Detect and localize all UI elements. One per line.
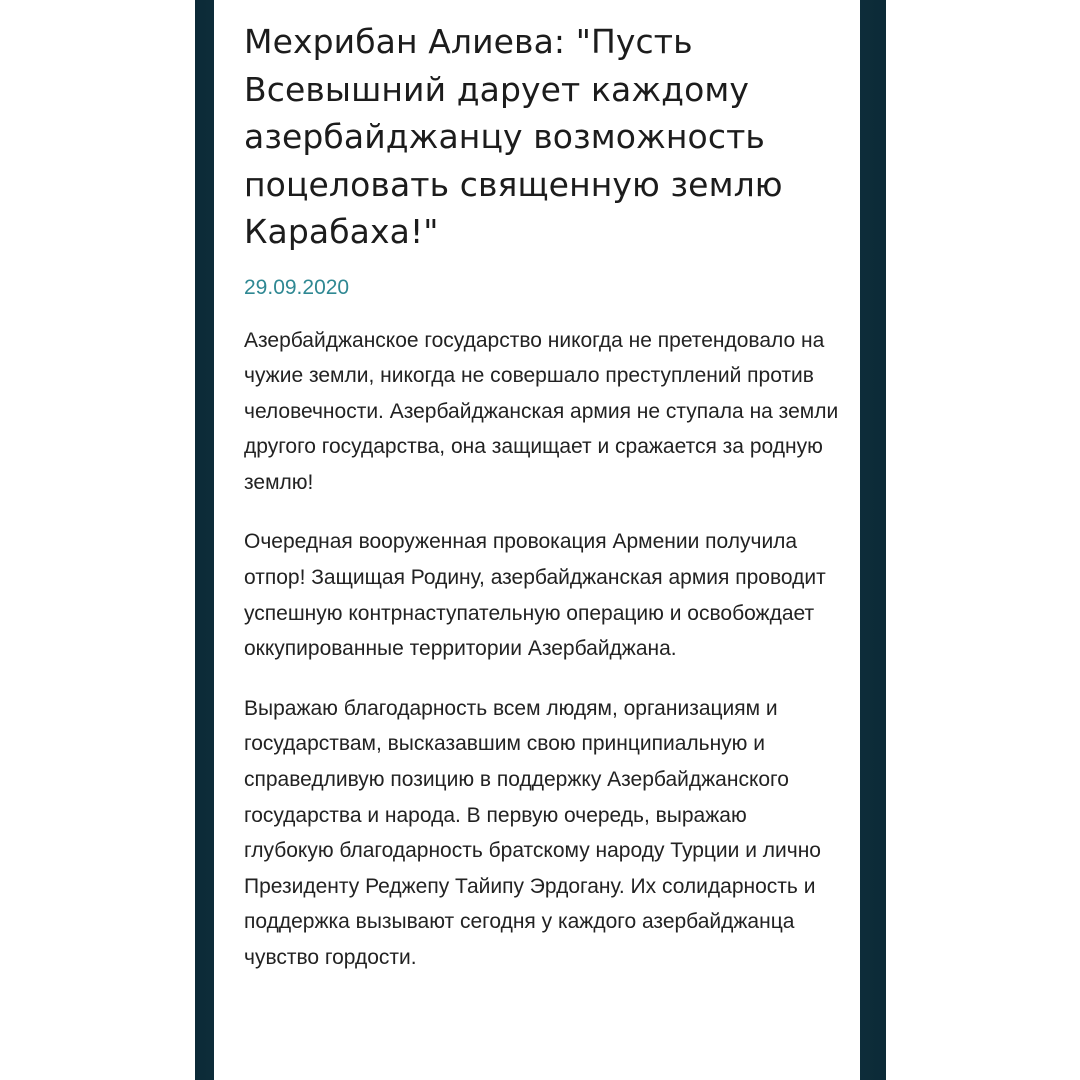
article-paragraph-3: Выражаю благодарность всем людям, организациям и государствам, высказавшим свою принципиальную и справедливую позицию в поддержку Азербайджанского государства и народа. В первую очередь, выражаю глубокую благодарность братскому народу Турции и лично Президенту Реджепу Тайипу Эрдогану. Их солидарность и поддержка вызывают сегодня у каждого азербайджанца чувство гордости.: [244, 696, 821, 969]
article-body: [244, 323, 840, 976]
article-headline: Мехрибан Алиева: "Пусть Всевышний дарует каждому азербайджанцу возможность поцеловать священную землю Карабаха!": [244, 22, 783, 251]
article-paragraph-1: Азербайджанское государство никогда не претендовало на чужие земли, никогда не совершало преступлений против человечности. Азербайджанская армия не ступала на земли другого государства, она защищает и сражается за родную землю!: [244, 328, 839, 494]
article-panel: [214, 0, 860, 1080]
article-paragraph-2: Очередная вооруженная провокация Армении получила отпор! Защищая Родину, азербайджанская армия проводит успешную контрнаступательную операцию и освобождает оккупированные территории Азербайджана.: [244, 530, 826, 661]
article-content: [244, 18, 840, 1000]
article-date: 29.09.2020: [244, 275, 350, 299]
